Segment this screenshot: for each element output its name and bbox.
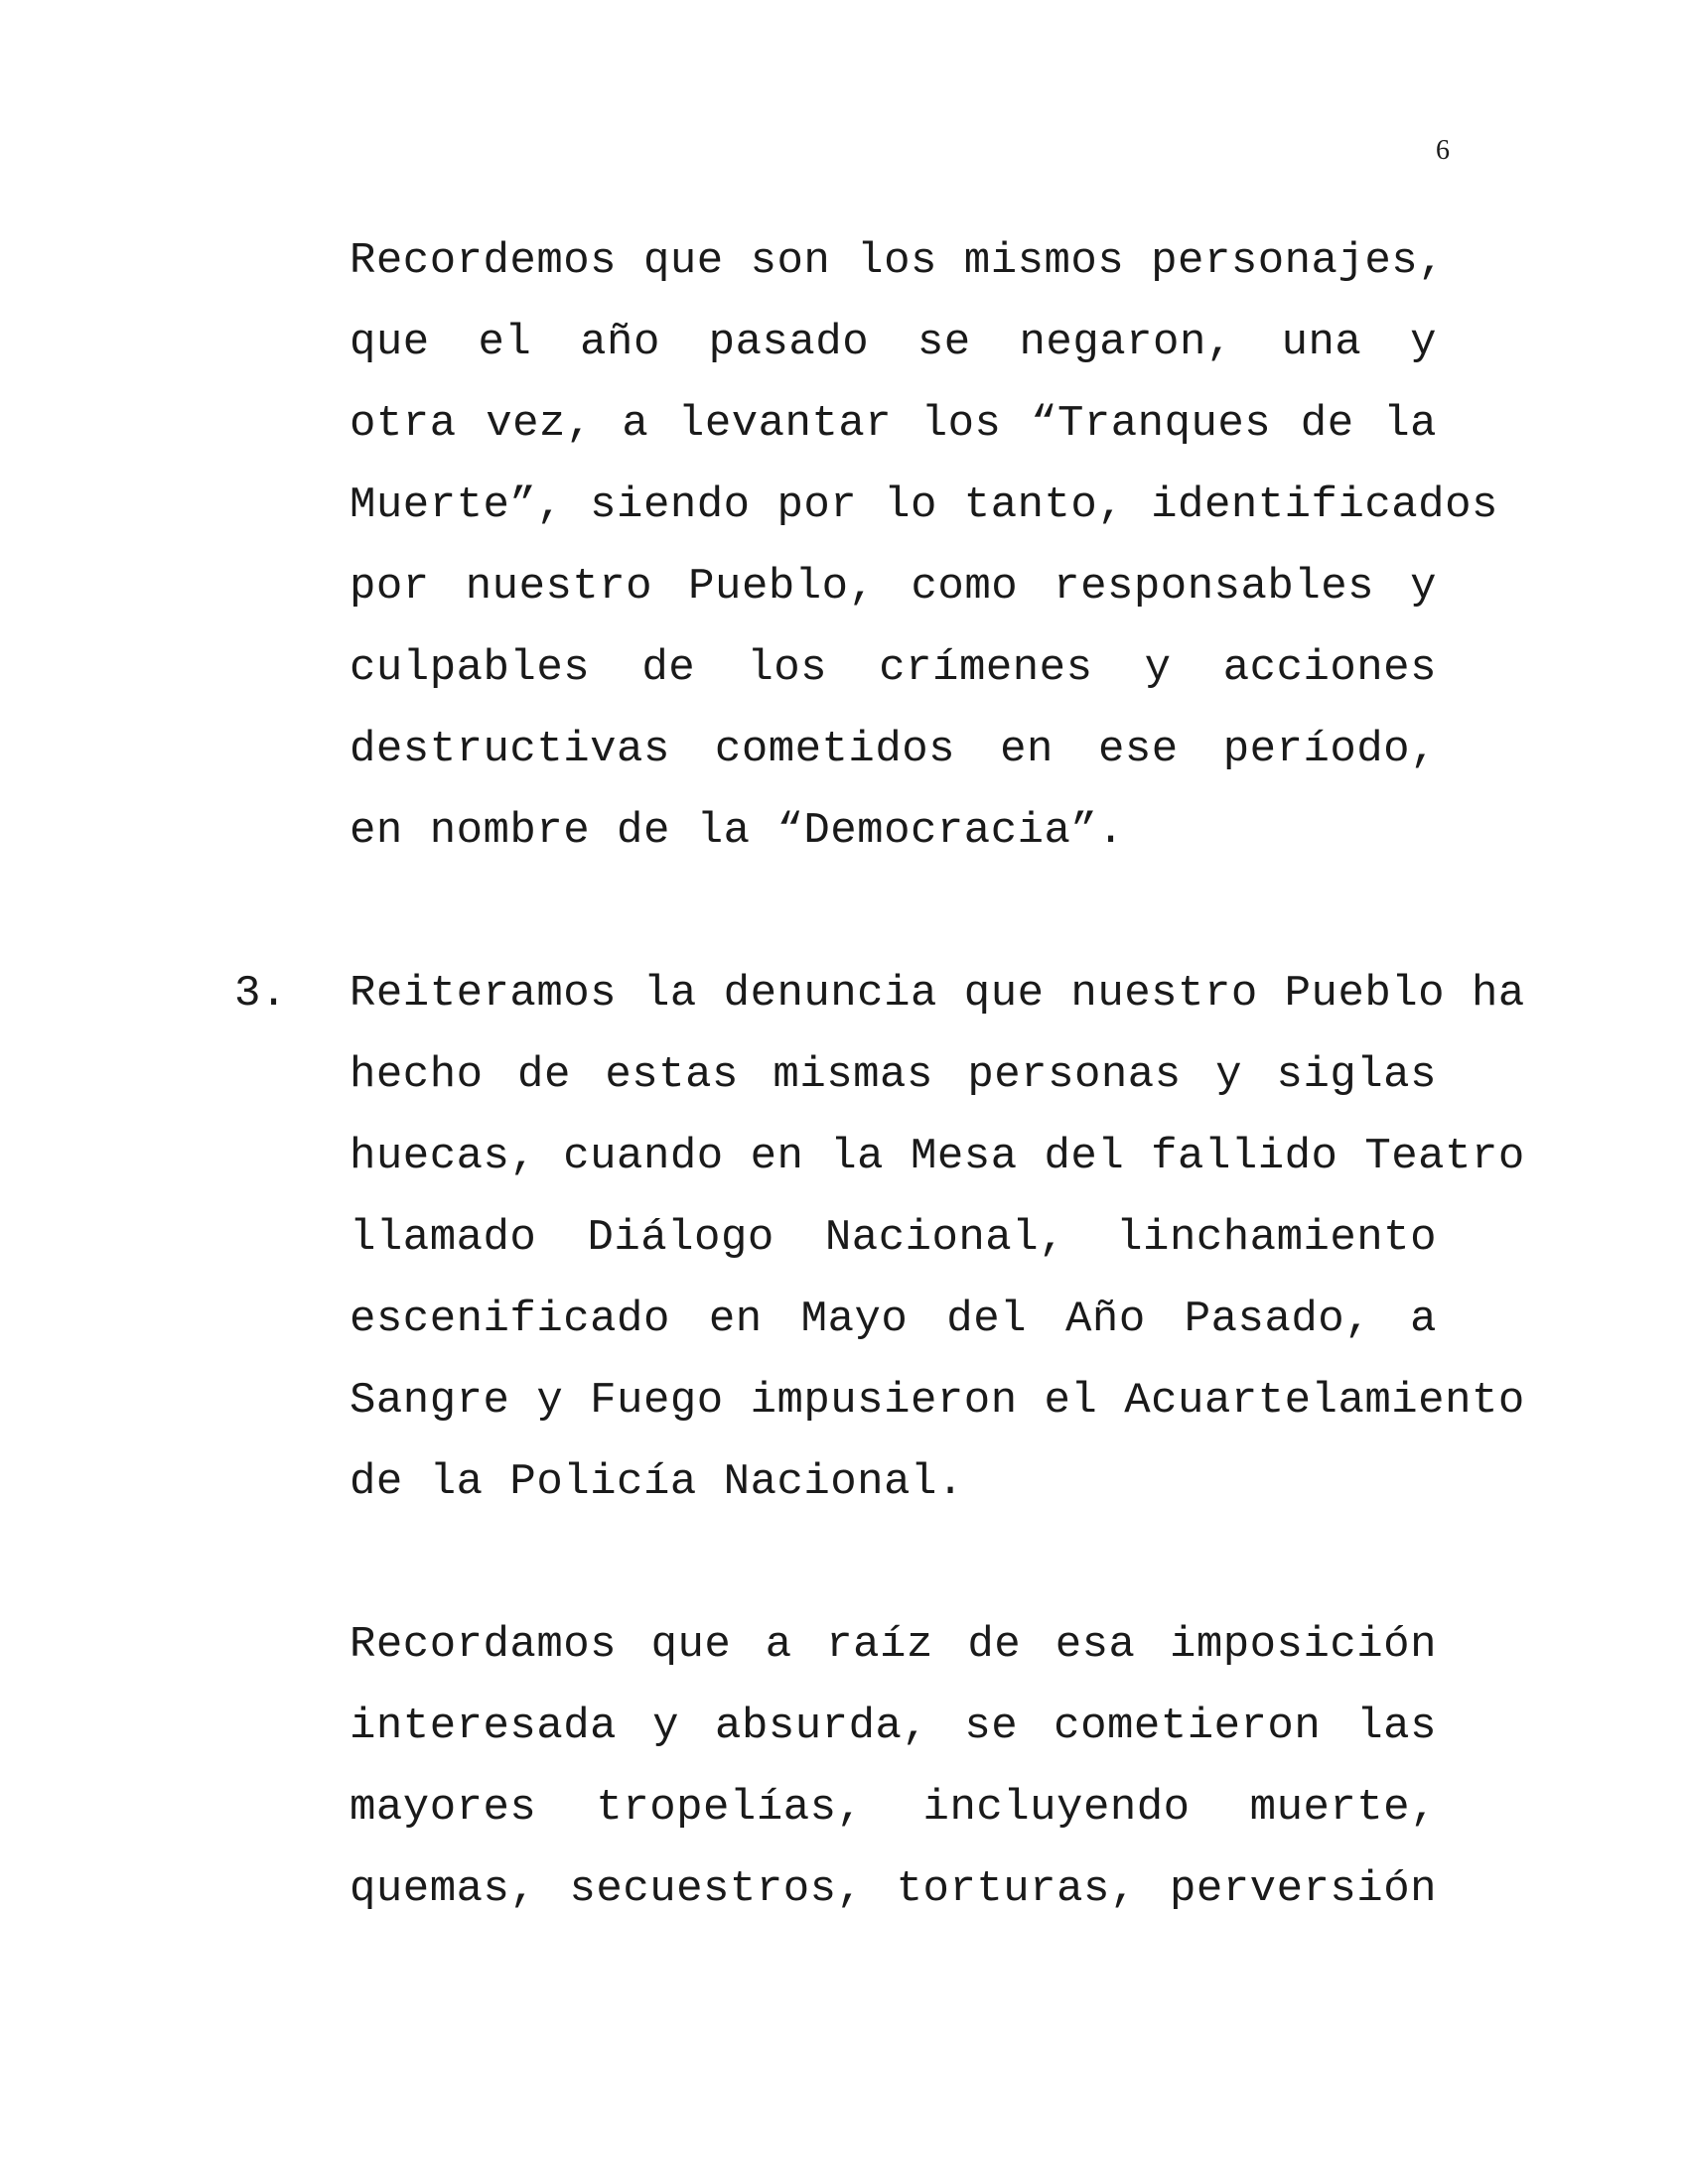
text-line: huecas, cuando en la Mesa del fallido Teatro bbox=[350, 1132, 1525, 1181]
text-line: Recordemos que son los mismos personajes, bbox=[350, 236, 1446, 286]
text-line: hecho de estas mismas personas y siglas bbox=[350, 1050, 1437, 1100]
text-line: que el año pasado se negaron, una y bbox=[350, 318, 1437, 367]
text-line: otra vez, a levantar los “Tranques de la bbox=[350, 399, 1437, 449]
list-item-number: 3. bbox=[234, 969, 287, 1019]
text-line: de la Policía Nacional. bbox=[350, 1457, 964, 1507]
text-line: Recordamos que a raíz de esa imposición bbox=[350, 1620, 1437, 1670]
page-number: 6 bbox=[1436, 135, 1450, 166]
paragraph bbox=[350, 1604, 1437, 1930]
text-line: quemas, secuestros, torturas, perversión bbox=[350, 1864, 1437, 1914]
paragraph bbox=[350, 220, 1498, 872]
text-line: destructivas cometidos en ese período, bbox=[350, 725, 1437, 774]
text-line: llamado Diálogo Nacional, linchamiento bbox=[350, 1213, 1437, 1263]
text-line: interesada y absurda, se cometieron las bbox=[350, 1702, 1437, 1751]
text-line: mayores tropelías, incluyendo muerte, bbox=[350, 1783, 1437, 1833]
text-line: Muerte”, siendo por lo tanto, identificados bbox=[350, 480, 1498, 530]
numbered-paragraph bbox=[350, 953, 1525, 1523]
text-line: Sangre y Fuego impusieron el Acuartelamiento bbox=[350, 1376, 1525, 1426]
text-line: culpables de los crímenes y acciones bbox=[350, 643, 1437, 693]
text-line: escenificado en Mayo del Año Pasado, a bbox=[350, 1295, 1437, 1344]
text-line: Reiteramos la denuncia que nuestro Pueblo ha bbox=[350, 969, 1525, 1019]
text-line: por nuestro Pueblo, como responsables y bbox=[350, 562, 1437, 612]
text-line: en nombre de la “Democracia”. bbox=[350, 806, 1125, 856]
